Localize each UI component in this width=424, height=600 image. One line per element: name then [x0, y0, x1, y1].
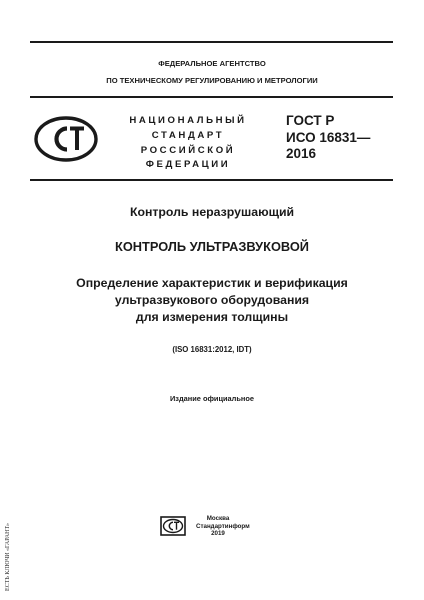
- publisher-city: Москва: [206, 515, 230, 522]
- national-standard-line: РОССИЙСКОЙ: [140, 144, 236, 156]
- publisher-block: [196, 515, 250, 538]
- designation-line-1: ГОСТ Р: [286, 113, 335, 128]
- national-standard-line: НАЦИОНАЛЬНЫЙ: [129, 115, 247, 126]
- agency-line-1: ФЕДЕРАЛЬНОЕ АГЕНТСТВО: [158, 59, 266, 68]
- publisher-emblem-icon: [160, 516, 186, 536]
- national-standard-line: СТАНДАРТ: [151, 129, 225, 141]
- national-standard-block: [118, 114, 258, 173]
- standard-designation: [286, 113, 370, 163]
- national-standard-line: ФЕДЕРАЦИИ: [145, 159, 231, 171]
- side-watermark: [2, 522, 14, 592]
- publisher-name: Стандартинформ: [196, 522, 250, 530]
- agency-line-2: ПО ТЕХНИЧЕСКОМУ РЕГУЛИРОВАНИЮ И МЕТРОЛОГИИ: [106, 76, 318, 85]
- designation-line-3: 2016: [286, 146, 317, 161]
- subtitle-line-2: ультразвукового оборудования: [114, 293, 310, 307]
- title-rule: [30, 179, 393, 181]
- standard-identity: (ISO 16831:2012, IDT): [172, 345, 252, 354]
- subtitle-line-1: Определение характеристик и верификация: [76, 276, 348, 290]
- top-rule: [30, 41, 393, 43]
- watermark-text: ЕСТЬ КЛЮЧИ «ГАРАНТ»: [5, 523, 11, 591]
- subtitle-line-3: для измерения толщины: [135, 310, 289, 324]
- category-title: Контроль неразрушающий: [129, 205, 295, 219]
- gost-r-emblem-icon: [34, 116, 98, 162]
- header-rule: [30, 96, 393, 98]
- designation-line-2: ИСО 16831—: [286, 129, 371, 145]
- edition-label: Издание официальное: [169, 394, 254, 403]
- publisher-year: 2019: [211, 530, 225, 538]
- main-title: КОНТРОЛЬ УЛЬТРАЗВУКОВОЙ: [115, 239, 309, 254]
